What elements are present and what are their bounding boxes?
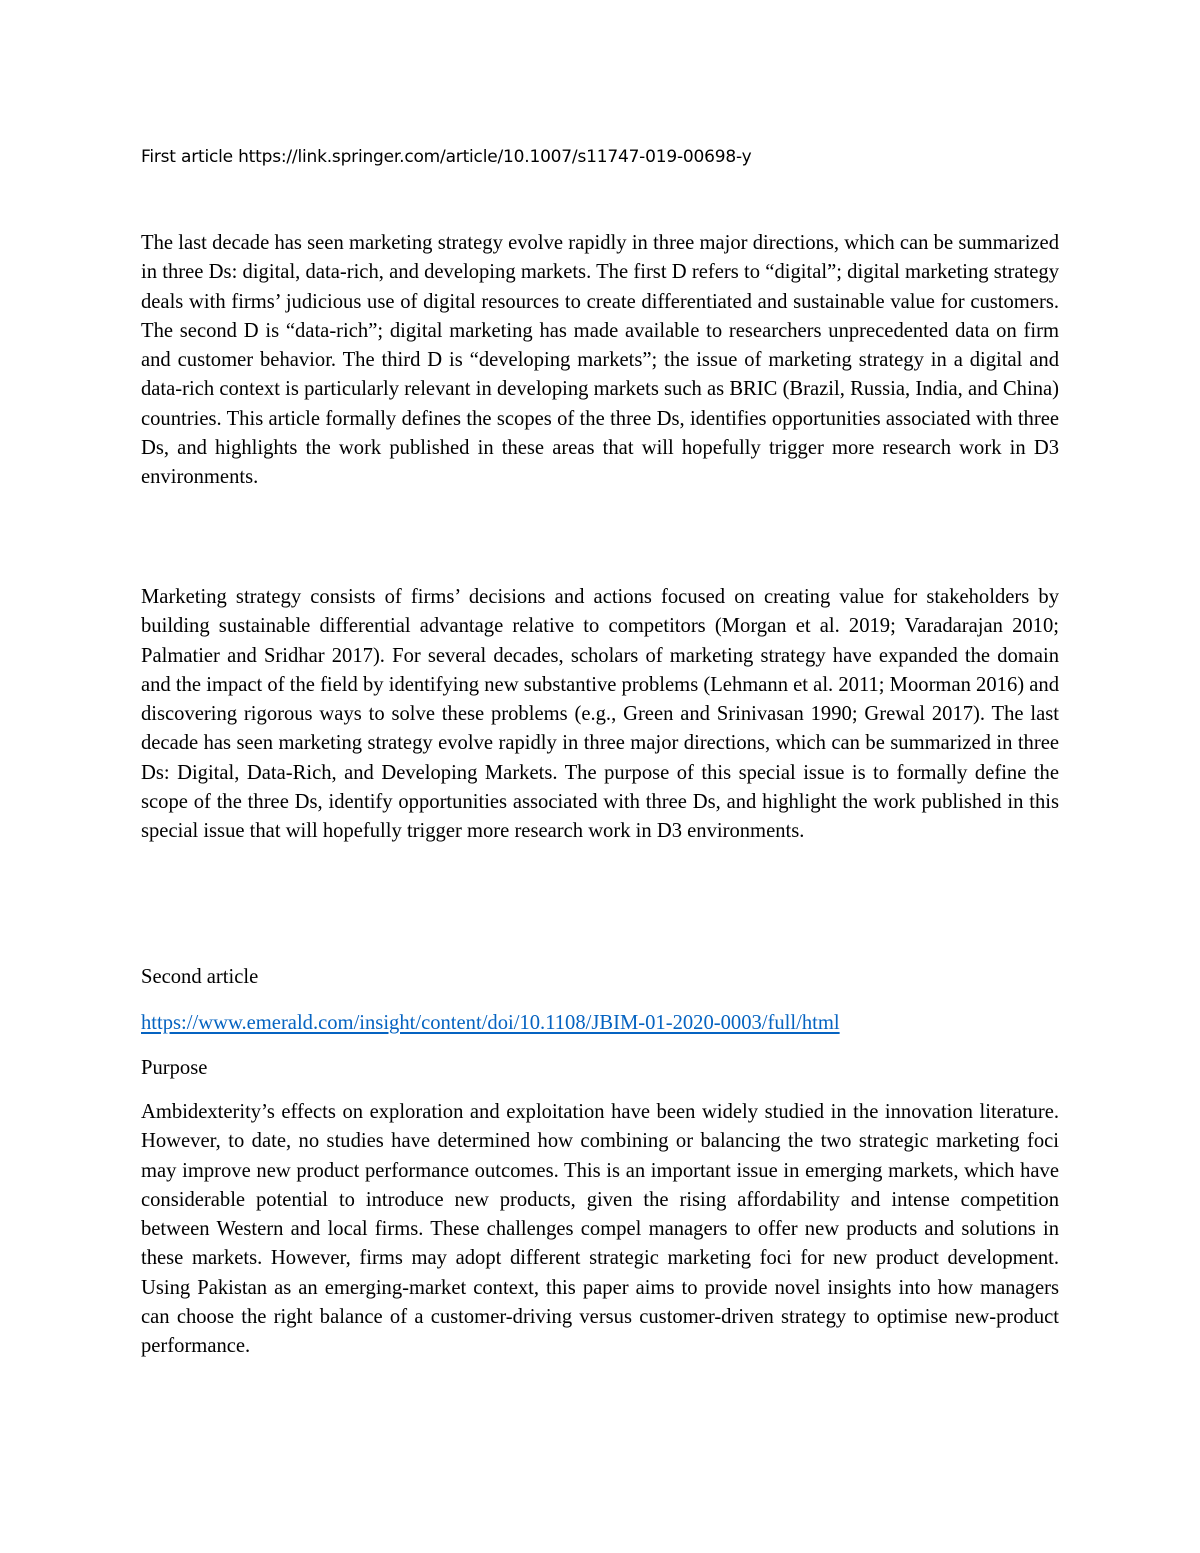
first-article-heading: First article https://link.springer.com/article/10.1007/s11747-019-00698-y — [141, 147, 752, 167]
purpose-heading: Purpose — [141, 1057, 208, 1079]
first-article-abstract: The last decade has seen marketing strategy evolve rapidly in three major directions, which can be summarized in three Ds: digital, data-rich, and developing markets. The first D refers to “digital”; digital marketing strategy deals with firms’ judicious use of digital resources to create differentiated and sustainable value for customers. The second D is “data-rich”; digital marketing has made available to researchers unprecedented data on firm and customer behavior. The third D is “developing markets”; the issue of marketing strategy in a digital and data-rich context is particularly relevant in developing markets such as BRIC (Brazil, Russia, India, and China) countries. This article formally defines the scopes of the three Ds, identifies opportunities associated with three Ds, and highlights the work published in these areas that will hopefully trigger more research work in D3 environments. — [141, 232, 1059, 489]
second-article-link[interactable]: https://www.emerald.com/insight/content/doi/10.1108/JBIM-01-2020-0003/full/html — [141, 1012, 840, 1034]
purpose-text: Ambidexterity’s effects on exploration and exploitation have been widely studied in the innovation literature. However, to date, no studies have determined how combining or balancing the two strategic marketing foci may improve new product performance outcomes. This is an important issue in emerging markets, which have considerable potential to introduce new products, given the rising affordability and intense competition between Western and local firms. These challenges compel managers to offer new products and solutions in these markets. However, firms may adopt different strategic marketing foci for new product development. Using Pakistan as an emerging-market context, this paper aims to provide novel insights into how managers can choose the right balance of a customer-driving versus customer-driven strategy to optimise new-product performance. — [141, 1101, 1059, 1358]
second-article-heading: Second article — [141, 966, 259, 988]
first-article-introduction: Marketing strategy consists of firms’ decisions and actions focused on creating value for stakeholders by building sustainable differential advantage relative to competitors (Morgan et al. 2019; Varadarajan 2010; Palmatier and Sridhar 2017). For several decades, scholars of marketing strategy have expanded the domain and the impact of the field by identifying new substantive problems (Lehmann et al. 2011; Moorman 2016) and discovering rigorous ways to solve these problems (e.g., Green and Srinivasan 1990; Grewal 2017). The last decade has seen marketing strategy evolve rapidly in three major directions, which can be summarized in three Ds: Digital, Data-Rich, and Developing Markets. The purpose of this special issue is to formally define the scope of the three Ds, identify opportunities associated with three Ds, and highlight the work published in this special issue that will hopefully trigger more research work in D3 environments. — [141, 586, 1059, 843]
